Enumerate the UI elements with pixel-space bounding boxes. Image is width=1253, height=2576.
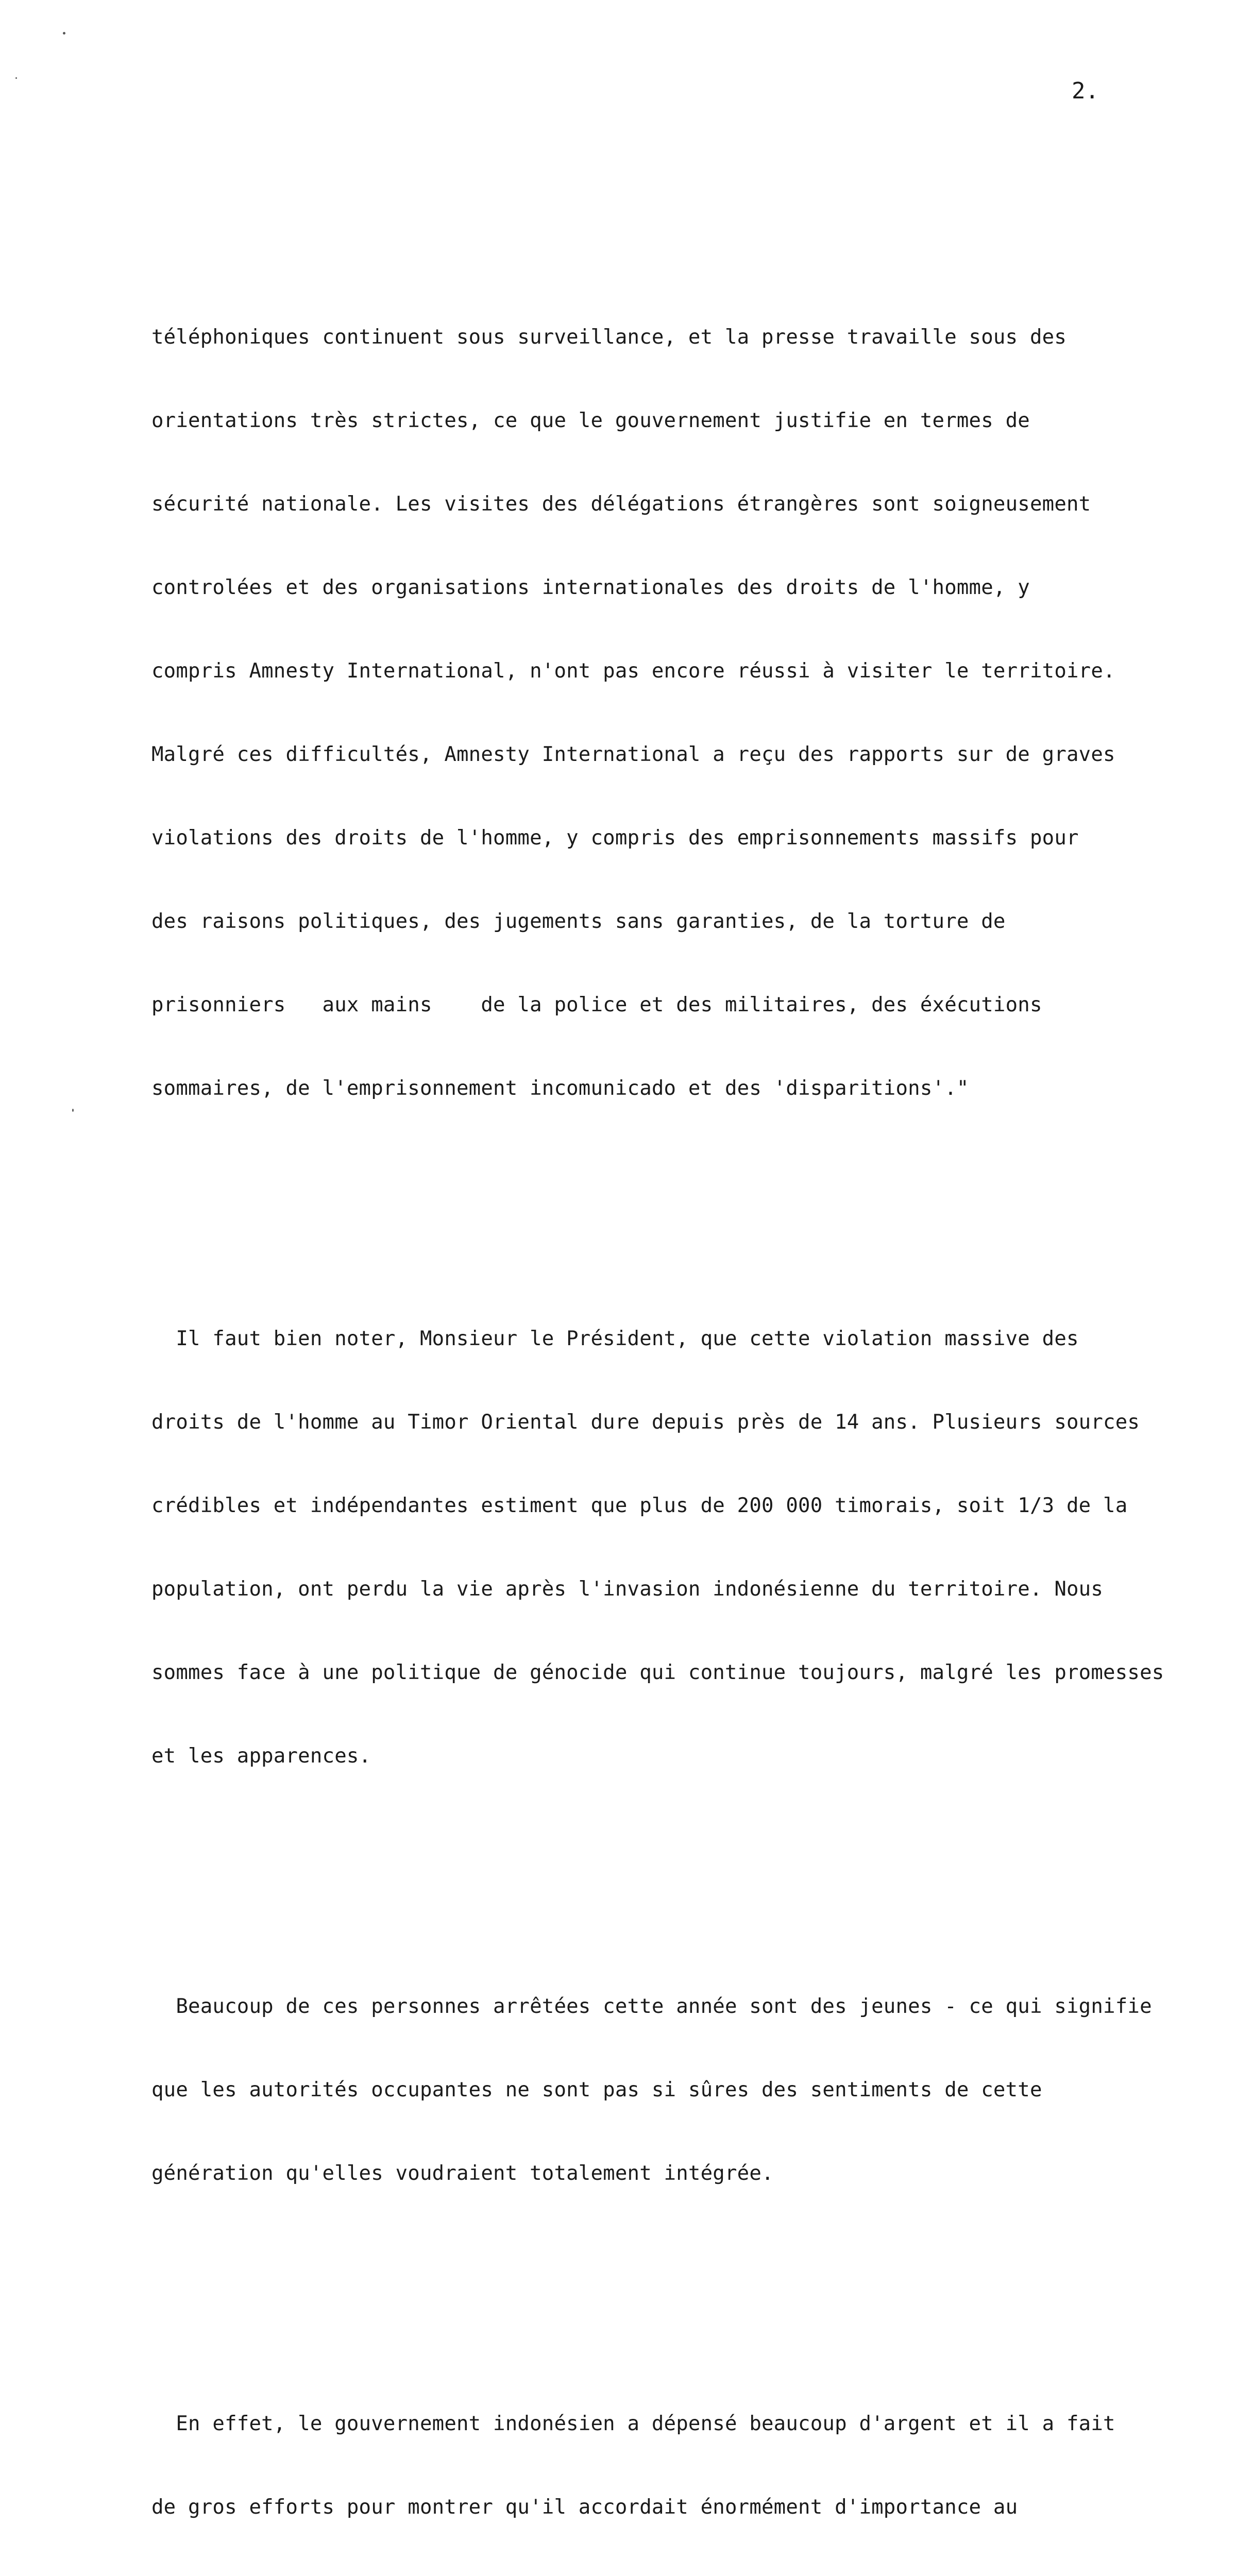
text-line: Beaucoup de ces personnes arrêtées cette année sont des jeunes - ce qui signifie (151, 1995, 1152, 2018)
text-line: téléphoniques continuent sous surveillance, et la presse travaille sous des (151, 326, 1066, 349)
scan-speck (72, 1109, 74, 1112)
text-line: Malgré ces difficultés, Amnesty International a reçu des rapports sur de graves (151, 743, 1115, 766)
text-line: violations des droits de l'homme, y compris des emprisonnements massifs pour (151, 826, 1079, 850)
page-number: 2. (1072, 78, 1099, 104)
text-line: orientations très strictes, ce que le gouvernement justifie en termes de (151, 409, 1030, 432)
document-body (151, 184, 1223, 2576)
paragraph-4 (151, 2354, 1223, 2576)
text-line: des raisons politiques, des jugements sans garanties, de la torture de (151, 910, 1006, 933)
text-line: Il faut bien noter, Monsieur le Président, que cette violation massive des (151, 1327, 1079, 1350)
text-line: compris Amnesty International, n'ont pas encore réussi à visiter le territoire. (151, 659, 1115, 683)
text-line: sommaires, de l'emprisonnement incomunicado et des 'disparitions'." (151, 1077, 969, 1100)
text-line: population, ont perdu la vie après l'invasion indonésienne du territoire. Nous (151, 1578, 1104, 1601)
paragraph-1 (151, 268, 1223, 1158)
text-line: droits de l'homme au Timor Oriental dure depuis près de 14 ans. Plusieurs sources (151, 1411, 1140, 1434)
text-line: sommes face à une politique de génocide qui continue toujours, malgré les promesses (151, 1661, 1164, 1684)
paragraph-3 (151, 1937, 1223, 2243)
text-line: sécurité nationale. Les visites des délégations étrangères sont soigneusement (151, 493, 1091, 516)
text-line: crédibles et indépendantes estiment que plus de 200 000 timorais, soit 1/3 de la (151, 1494, 1128, 1517)
scan-speck (63, 32, 65, 35)
text-line: de gros efforts pour montrer qu'il accordait énormément d'importance au (151, 2496, 1018, 2519)
text-line: que les autorités occupantes ne sont pas si sûres des sentiments de cette (151, 2078, 1042, 2102)
scan-speck (15, 77, 17, 79)
text-line: et les apparences. (151, 1744, 371, 1768)
text-line: En effet, le gouvernement indonésien a dépensé beaucoup d'argent et il a fait (151, 2412, 1115, 2435)
text-line: controlées et des organisations internationales des droits de l'homme, y (151, 576, 1030, 599)
text-line: génération qu'elles voudraient totalement intégrée. (151, 2162, 774, 2185)
text-line: prisonniers aux mains de la police et des militaires, des éxécutions (151, 993, 1042, 1016)
paragraph-2 (151, 1269, 1223, 1826)
